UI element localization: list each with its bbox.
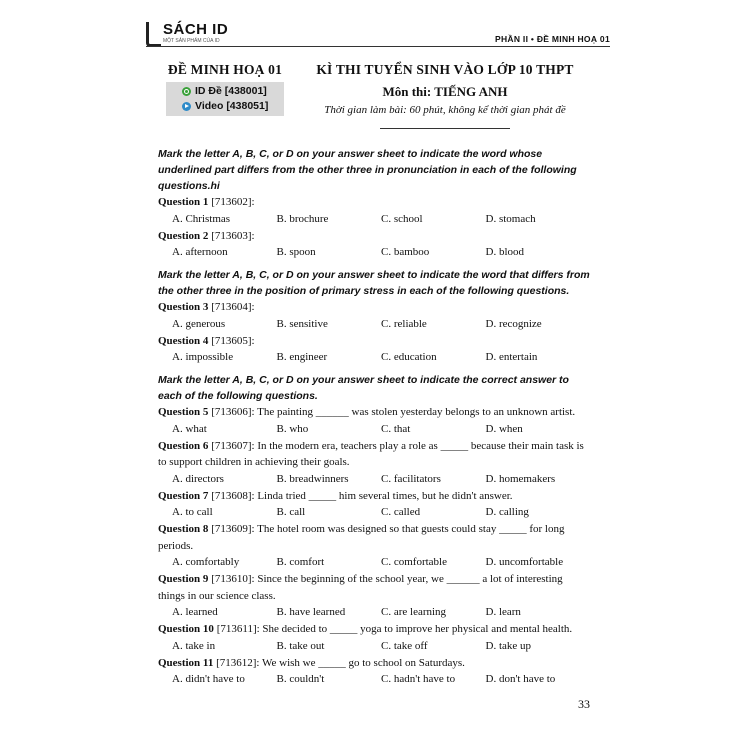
exam-subject: Môn thi: TIẾNG ANH: [382, 84, 508, 99]
question-text: [713608]: Linda tried _____ him several times, but he didn't answer.: [208, 489, 513, 502]
option-b: B. spoon: [276, 246, 316, 258]
question-text: [713609]: The hotel room was designed so that guests could stay _____ for long periods.: [158, 523, 565, 552]
section1-instruction: Mark the letter A, B, C, or D on your answer sheet to indicate the word whose underlined part differs from the other three in pronunciation in each of the following questions.hi: [158, 148, 577, 192]
question-5: [158, 404, 590, 421]
option-d: D. calling: [485, 506, 529, 518]
id-de-row: [182, 84, 284, 99]
play-icon: [182, 102, 191, 111]
question-9-options: [158, 604, 590, 621]
video-label: Video [438051]: [195, 100, 269, 112]
question-3: [158, 299, 590, 316]
question-label: Question 7: [158, 489, 209, 502]
question-text: [713603]:: [208, 229, 255, 242]
exam-code: ĐỀ MINH HOẠ 01: [167, 62, 283, 77]
question-text: [713607]: In the modern era, teachers play a role as _____ because their main task is to support children in achieving their goals.: [158, 439, 584, 468]
option-c: C. hadn't have to: [381, 673, 456, 685]
option-a: A. to call: [172, 506, 213, 518]
question-2-options: [158, 244, 590, 261]
question-6: [158, 438, 590, 471]
question-label: Question 9: [158, 573, 209, 585]
question-3-options: [158, 316, 590, 333]
option-d: D. take up: [485, 639, 532, 652]
logo-text: SÁCH ID: [163, 21, 229, 38]
option-d: D. entertain: [485, 351, 538, 363]
option-c: C. that: [381, 422, 411, 435]
question-label: Question 3: [158, 301, 209, 313]
question-text: [713604]:: [208, 301, 255, 313]
option-a: A. Christmas: [172, 212, 231, 225]
part-title: PHẦN II • ĐỀ MINH HOẠ 01: [494, 34, 610, 44]
question-label: Question 8: [158, 523, 209, 535]
logo-subtext: MỘT SẢN PHẨM CỦA ID: [163, 38, 220, 44]
question-text: [713611]: She decided to _____ yoga to improve her physical and mental health.: [213, 623, 573, 635]
option-c: C. school: [381, 212, 423, 225]
option-c: C. called: [381, 506, 421, 518]
option-b: B. take out: [276, 639, 325, 652]
option-a: A. learned: [172, 606, 218, 618]
sach-id-logo: [146, 22, 228, 47]
question-4: [158, 333, 590, 350]
option-b: B. call: [276, 506, 306, 518]
option-a: A. directors: [172, 472, 224, 485]
option-a: A. impossible: [172, 351, 234, 363]
question-1-options: [158, 211, 590, 228]
option-d: D. stomach: [485, 212, 536, 225]
question-1: [158, 194, 590, 211]
questions-body: [158, 146, 590, 688]
question-6-options: [158, 471, 590, 488]
header-divider: [146, 46, 610, 47]
option-c: C. education: [381, 351, 437, 363]
question-11: [158, 655, 590, 672]
exam-title: KÌ THI TUYỂN SINH VÀO LỚP 10 THPT: [316, 62, 574, 77]
option-b: B. engineer: [276, 351, 328, 363]
option-d: D. blood: [485, 246, 524, 258]
option-d: D. learn: [485, 606, 521, 618]
option-d: D. uncomfortable: [485, 556, 564, 568]
option-b: B. who: [276, 422, 309, 435]
option-d: D. recognize: [485, 317, 542, 330]
question-label: Question 2: [158, 229, 209, 242]
section3-instruction: Mark the letter A, B, C, or D on your answer sheet to indicate the correct answer to each of the following questions.: [158, 374, 569, 402]
option-a: A. take in: [172, 639, 216, 652]
option-a: A. afternoon: [172, 246, 228, 258]
question-10-options: [158, 638, 590, 655]
question-4-options: [158, 349, 590, 366]
question-10: [158, 621, 590, 638]
question-9: [158, 571, 590, 604]
question-label: Question 1: [158, 196, 209, 208]
question-label: Question 10: [158, 623, 214, 635]
option-b: B. brochure: [276, 212, 329, 225]
question-label: Question 6: [158, 439, 209, 452]
book-icon: [146, 22, 161, 47]
page-number: 33: [578, 697, 590, 711]
question-text: [713606]: The painting ______ was stolen yesterday belongs to an unknown artist.: [208, 406, 576, 418]
question-text: [713605]:: [208, 334, 255, 347]
question-text: [713602]:: [208, 196, 255, 208]
id-icon: [182, 87, 191, 96]
option-b: B. couldn't: [276, 673, 325, 685]
exam-id-block: [166, 62, 284, 116]
option-b: B. breadwinners: [276, 472, 349, 485]
option-d: D. homemakers: [485, 472, 556, 485]
option-c: C. comfortable: [381, 556, 447, 568]
title-divider: [380, 128, 510, 129]
question-2: [158, 228, 590, 245]
question-label: Question 5: [158, 406, 209, 418]
exam-title-block: [300, 62, 590, 129]
option-d: D. when: [485, 422, 523, 435]
option-c: C. facilitators: [381, 472, 441, 485]
question-8-options: [158, 554, 590, 571]
id-box: [166, 82, 284, 116]
option-c: C. take off: [381, 639, 428, 652]
option-b: B. sensitive: [276, 317, 328, 330]
option-b: B. comfort: [276, 556, 325, 568]
option-d: D. don't have to: [485, 673, 556, 685]
question-8: [158, 521, 590, 554]
question-label: Question 11: [158, 656, 214, 669]
question-label: Question 4: [158, 334, 209, 347]
option-c: C. are learning: [381, 606, 447, 618]
id-de-label: ID Đề [438001]: [195, 85, 267, 97]
video-row: [182, 99, 284, 114]
option-a: A. didn't have to: [172, 673, 245, 685]
question-text: [713612]: We wish we _____ go to school on Saturdays.: [213, 656, 465, 669]
question-5-options: [158, 421, 590, 438]
question-7-options: [158, 504, 590, 521]
exam-timing: Thời gian làm bài: 60 phút, không kể thời gian phát đề: [324, 104, 566, 116]
question-11-options: [158, 671, 590, 688]
question-text: [713610]: Since the beginning of the school year, we ______ a lot of interesting things in our science class.: [158, 573, 563, 602]
section2-instruction: Mark the letter A, B, C, or D on your answer sheet to indicate the word that differs from the other three in the position of primary stress in each of the following questions.: [158, 269, 590, 297]
question-7: [158, 488, 590, 505]
option-b: B. have learned: [276, 606, 346, 618]
option-a: A. generous: [172, 317, 226, 330]
option-c: C. bamboo: [381, 246, 430, 258]
option-a: A. comfortably: [172, 556, 240, 568]
option-a: A. what: [172, 422, 207, 435]
option-c: C. reliable: [381, 317, 427, 330]
